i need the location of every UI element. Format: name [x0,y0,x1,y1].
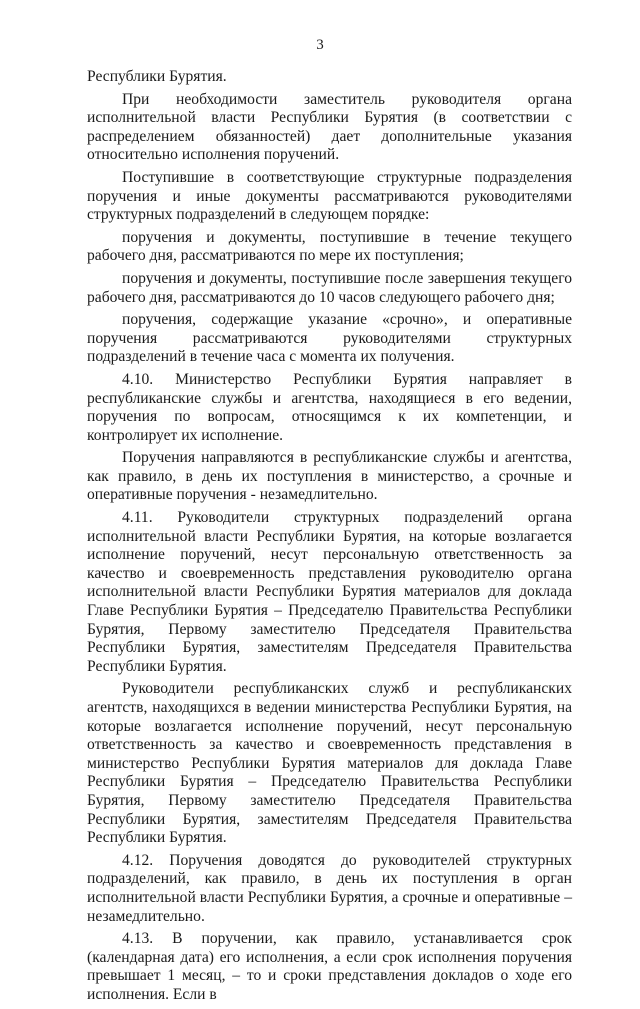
paragraph: поручения и документы, поступившие после завершения текущего рабочего дня, рассматриваются до 10 часов следующего рабочего дня; [87,269,572,306]
paragraph-section-4-12: 4.12. Поручения доводятся до руководителей структурных подразделений, как правило, в день их поступления в орган исполнительной власти Республики Бурятия, а срочные и оперативные – незамедлительно. [87,851,572,925]
paragraph-section-4-10: 4.10. Министерство Республики Бурятия направляет в республиканские службы и агентства, находящиеся в его ведении, поручения по вопросам, относящимся к их компетенции, и контролирует их исполнение. [87,370,572,444]
paragraph: Поручения направляются в республиканские службы и агентства, как правило, в день их поступления в министерство, а срочные и оперативные поручения - незамедлительно. [87,449,572,504]
paragraph: поручения и документы, поступившие в течение текущего рабочего дня, рассматриваются по мере их поступления; [87,228,572,265]
paragraph-section-4-11: 4.11. Руководители структурных подразделений органа исполнительной власти Республики Бурятия, на которые возлагается исполнение поручений, несут персональную ответственность за качество и своевременность представления руководителю органа исполнительной власти Республики Бурятия материалов для доклада Главе Республики Бурятия – Председателю Правительства Республики Бурятия, Первому заместителю Председателя Правительства Республики Бурятия, заместителям Председателя Правительства Республики Бурятия. [87,509,572,675]
paragraph: поручения, содержащие указание «срочно», и оперативные поручения рассматриваются руководителями структурных подразделений в течение часа с момента их получения. [87,311,572,366]
paragraph: При необходимости заместитель руководителя органа исполнительной власти Республики Бурятия (в соответствии с распределением обязанностей) дает дополнительные указания относительно исполнения поручений. [87,90,572,164]
paragraph: Руководители республиканских служб и республиканских агентств, находящихся в ведении министерства Республики Бурятия, на которые возлагается исполнение поручений, несут персональную ответственность за качество и своевременность представления в министерство Республики Бурятия материалов для доклада Главе Республики Бурятия – Председателю Правительства Республики Бурятия, Первому заместителю Председателя Правительства Республики Бурятия, заместителям Председателя Правительства Республики Бурятия. [87,680,572,847]
paragraph: Поступившие в соответствующие структурные подразделения поручения и иные документы рассматриваются руководителями структурных подразделений в следующем порядке: [87,168,572,224]
paragraph-section-4-13: 4.13. В поручении, как правило, устанавливается срок (календарная дата) его исполнения, а если срок исполнения поручения превышает 1 месяц, – то и сроки представления докладов о ходе его исполнения. Если в [87,930,572,1003]
paragraph-continuation: Республики Бурятия. [87,68,227,85]
document-body [87,68,572,1009]
page-number: 3 [316,37,324,53]
